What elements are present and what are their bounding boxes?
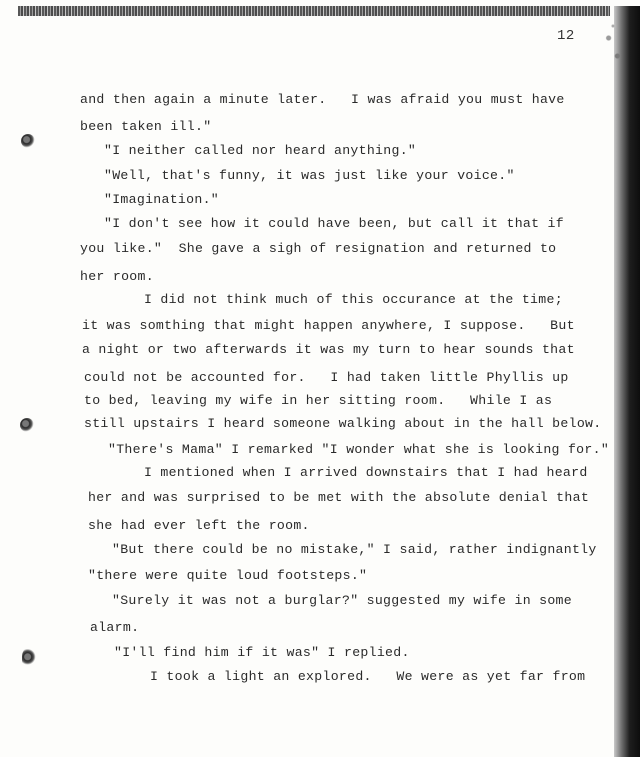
- text-line: "there were quite loud footsteps.": [88, 568, 368, 583]
- text-line: it was somthing that might happen anywhere, I suppose. But: [82, 318, 575, 333]
- text-line: could not be accounted for. I had taken little Phyllis up: [84, 370, 569, 385]
- scan-top-edge: [18, 6, 610, 16]
- text-line: to bed, leaving my wife in her sitting room. While I as: [84, 393, 553, 408]
- text-line: "I don't see how it could have been, but call it that if: [104, 216, 564, 231]
- text-line: "There's Mama" I remarked "I wonder what she is looking for.": [108, 442, 610, 457]
- punch-hole-mark: [22, 648, 36, 670]
- text-line: "I neither called nor heard anything.": [104, 143, 417, 158]
- text-line: a night or two afterwards it was my turn to hear sounds that: [82, 342, 575, 357]
- text-line: alarm.: [90, 620, 140, 635]
- punch-hole-mark: [20, 418, 34, 432]
- text-line: "Surely it was not a burglar?" suggested my wife in some: [112, 593, 572, 608]
- page-number: 12: [557, 28, 575, 44]
- scan-speckle: [602, 14, 624, 74]
- text-line: she had ever left the room.: [88, 518, 310, 533]
- text-line: "Well, that's funny, it was just like your voice.": [104, 168, 515, 183]
- text-line: her room.: [80, 269, 154, 284]
- text-line: I took a light an explored. We were as yet far from: [150, 669, 586, 684]
- text-line: "I'll find him if it was" I replied.: [114, 645, 410, 660]
- text-line: you like." She gave a sigh of resignation and returned to: [80, 241, 557, 256]
- punch-hole-mark: [21, 134, 35, 148]
- text-line: still upstairs I heard someone walking about in the hall below.: [84, 416, 602, 431]
- text-line: I did not think much of this occurance at the time;: [144, 292, 563, 307]
- scan-right-edge: [614, 6, 640, 757]
- text-line: I mentioned when I arrived downstairs that I had heard: [144, 465, 588, 480]
- text-line: "But there could be no mistake," I said, rather indignantly: [112, 542, 597, 557]
- text-line: been taken ill.": [80, 119, 212, 134]
- text-line: "Imagination.": [104, 192, 219, 207]
- text-line: her and was surprised to be met with the absolute denial that: [88, 490, 590, 505]
- text-line: and then again a minute later. I was afraid you must have: [80, 92, 565, 107]
